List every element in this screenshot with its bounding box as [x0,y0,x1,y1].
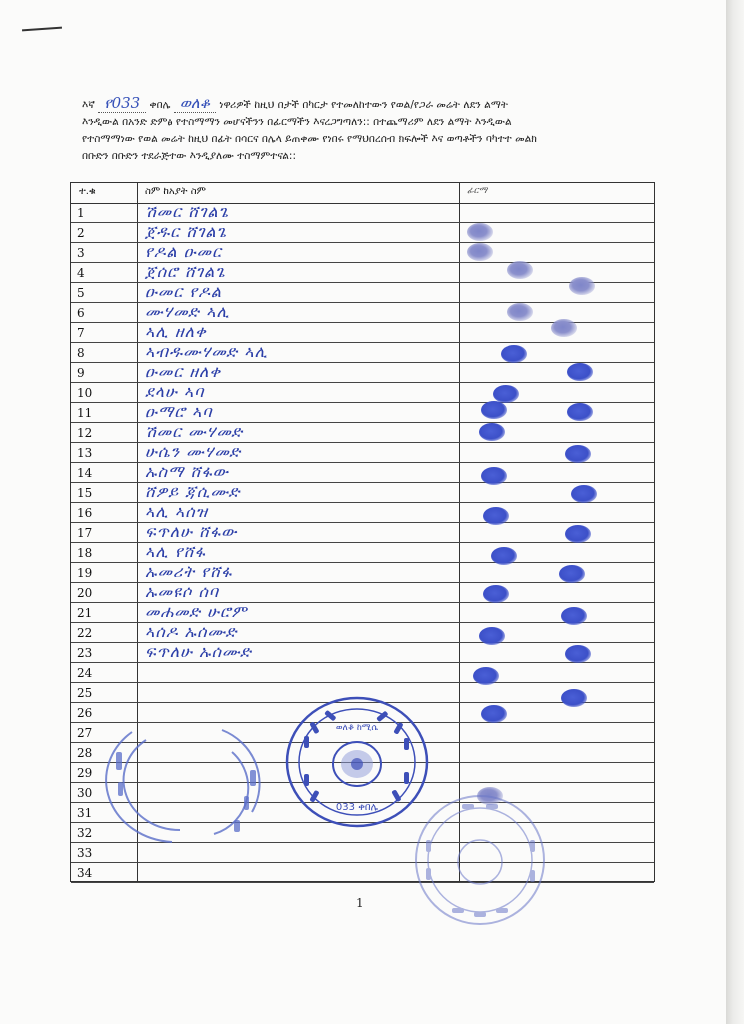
header-number: ተ.ቁ [79,186,96,197]
row-name: ሁሴን ሙሃመድ [145,442,242,461]
table-row [71,583,654,603]
row-number: 33 [77,846,93,860]
fingerprint-mark [467,243,493,261]
intro-paragraph [82,95,682,165]
table-row [71,423,654,443]
row-number: 21 [77,606,93,620]
row-name: ኣሊ ኣሰዝ [145,502,209,521]
intro-line-1 [82,95,682,114]
row-number: 30 [77,786,93,800]
official-seal-stamp [282,692,432,832]
row-number: 23 [77,646,93,660]
row-number: 26 [77,706,93,720]
row-number: 8 [77,346,85,360]
fingerprint-mark [565,445,591,463]
row-number: 1 [77,206,85,220]
page-edge-shadow [726,0,744,1024]
row-name: መሐመድ ሁሮም [145,602,248,621]
row-number: 10 [77,386,93,400]
fingerprint-mark [473,667,499,685]
row-number: 19 [77,566,93,580]
table-row [71,483,654,503]
row-number: 18 [77,546,93,560]
row-name: ኣሰዶ ኡሰሙድ [145,622,238,641]
intro-kebele-word: ቀበሌ [149,99,171,111]
row-number: 2 [77,226,85,240]
row-number: 34 [77,866,93,880]
row-name: ኣሊ ዘለቀ [145,322,207,341]
row-name: ፍጥለሁ ኡሰሙድ [145,642,252,661]
row-name: ሽመር ሸገልጌ [145,202,230,221]
fingerprint-mark [481,401,507,419]
fingerprint-mark [479,423,505,441]
table-row [71,263,654,283]
row-number: 22 [77,626,93,640]
intro-prefix: እኛ [82,99,95,111]
fingerprint-mark [565,645,591,663]
left-stamp [102,712,282,852]
intro-line-3: የተስማማነው የወል መሬት ከዚህ በፊት በሳርና በሌላ ይጠቀሙ የነበሩ የማህበረሰብ ክፍሎች እና ወጣቶችን ባካተተ መልክ [82,133,537,145]
row-name: ዑማሮ ኣባ [145,402,213,421]
table-row [71,623,654,643]
stamp-text-bottom: 033 ቀበሌ [335,802,379,813]
row-name: ደላሁ ኣባ [145,382,205,401]
row-name: ኣሊ የሸፋ [145,542,206,561]
table-row [71,223,654,243]
row-number: 15 [77,486,93,500]
row-number: 16 [77,506,93,520]
table-row [71,463,654,483]
row-name: ኡመሪት የሸፋ [145,562,233,581]
row-number: 29 [77,766,93,780]
table-row [71,863,654,883]
stamp-text-top: ወለቆ ከሚሴ [335,723,379,733]
kebele-code-field: የ033 [98,95,146,113]
row-name: ኣብዱሙሃመድ ኣሊ [145,342,269,361]
intro-line-4: በቡድን በቡድን ተደራጅተው እንዲያለሙ ተስማምተናል:: [82,150,296,162]
row-number: 31 [77,806,93,820]
table-row [71,503,654,523]
fingerprint-mark [491,547,517,565]
fingerprint-mark [507,261,533,279]
row-number: 5 [77,286,85,300]
row-number: 3 [77,246,85,260]
row-number: 4 [77,266,85,280]
fingerprint-mark [481,705,507,723]
row-name: የዶል ዑመር [145,242,222,261]
corner-mark [22,27,62,32]
row-name: ኡስማ ሸፋው [145,462,229,481]
row-name: ሽመር ሙሃመድ [145,422,244,441]
kebele-name-field: ወለቆ [174,95,216,113]
page-number: 1 [356,896,364,910]
fingerprint-mark [567,403,593,421]
row-number: 11 [77,406,93,420]
header-signature: ፊርማ [467,186,488,196]
table-row [71,663,654,683]
row-number: 25 [77,686,93,700]
row-name: ጀዱር ሸገልጌ [145,222,228,241]
fingerprint-mark [569,277,595,295]
table-row [71,203,654,223]
fingerprint-mark [481,467,507,485]
fingerprint-mark [571,485,597,503]
row-name: ጀሰሮ ሸገልጌ [145,262,226,281]
row-name: ዑመር የዶል [145,282,222,301]
row-number: 27 [77,726,93,740]
row-name: ዑመር ዘለቀ [145,362,222,381]
fingerprint-mark [483,507,509,525]
fingerprint-mark [479,627,505,645]
row-number: 6 [77,306,85,320]
row-name: ሸዎይ ጃሲሙድ [145,482,241,501]
fingerprint-mark [561,689,587,707]
table-row [71,543,654,563]
table-header [71,183,654,204]
fingerprint-mark [551,319,577,337]
header-name: ስም ከአያት ስም [145,186,206,197]
table-row [71,243,654,263]
row-number: 7 [77,326,85,340]
fingerprint-mark [507,303,533,321]
faint-stamp [412,790,552,930]
row-number: 13 [77,446,93,460]
fingerprint-mark [559,565,585,583]
row-number: 24 [77,666,93,680]
fingerprint-mark [565,525,591,543]
row-name: ሙሃመድ ኣሊ [145,302,230,321]
row-number: 20 [77,586,93,600]
row-number: 28 [77,746,93,760]
intro-line-1-rest: ነዋሪዎች ከዚህ በታች በካርታ የተመለከተውን የወል/የጋራ መሬት ለደን ልማት [219,99,508,111]
fingerprint-mark [501,345,527,363]
table-row [71,383,654,403]
fingerprint-mark [567,363,593,381]
row-number: 17 [77,526,93,540]
row-name: ኡመዩሶ ሰባ [145,582,220,601]
fingerprint-mark [561,607,587,625]
row-number: 12 [77,426,93,440]
fingerprint-mark [483,585,509,603]
row-name: ፍጥለሁ ሸፋው [145,522,238,541]
intro-line-2: እንዲውል በአንድ ድምፅ የተስማማን መሆናችንን በፊርማችን እናረጋግጣለን:: በተጨማሪም ለደን ልማት እንዲውል [82,116,512,128]
row-number: 32 [77,826,93,840]
fingerprint-mark [467,223,493,241]
table-row [71,283,654,303]
row-number: 14 [77,466,93,480]
row-number: 9 [77,366,85,380]
table-row [71,343,654,363]
